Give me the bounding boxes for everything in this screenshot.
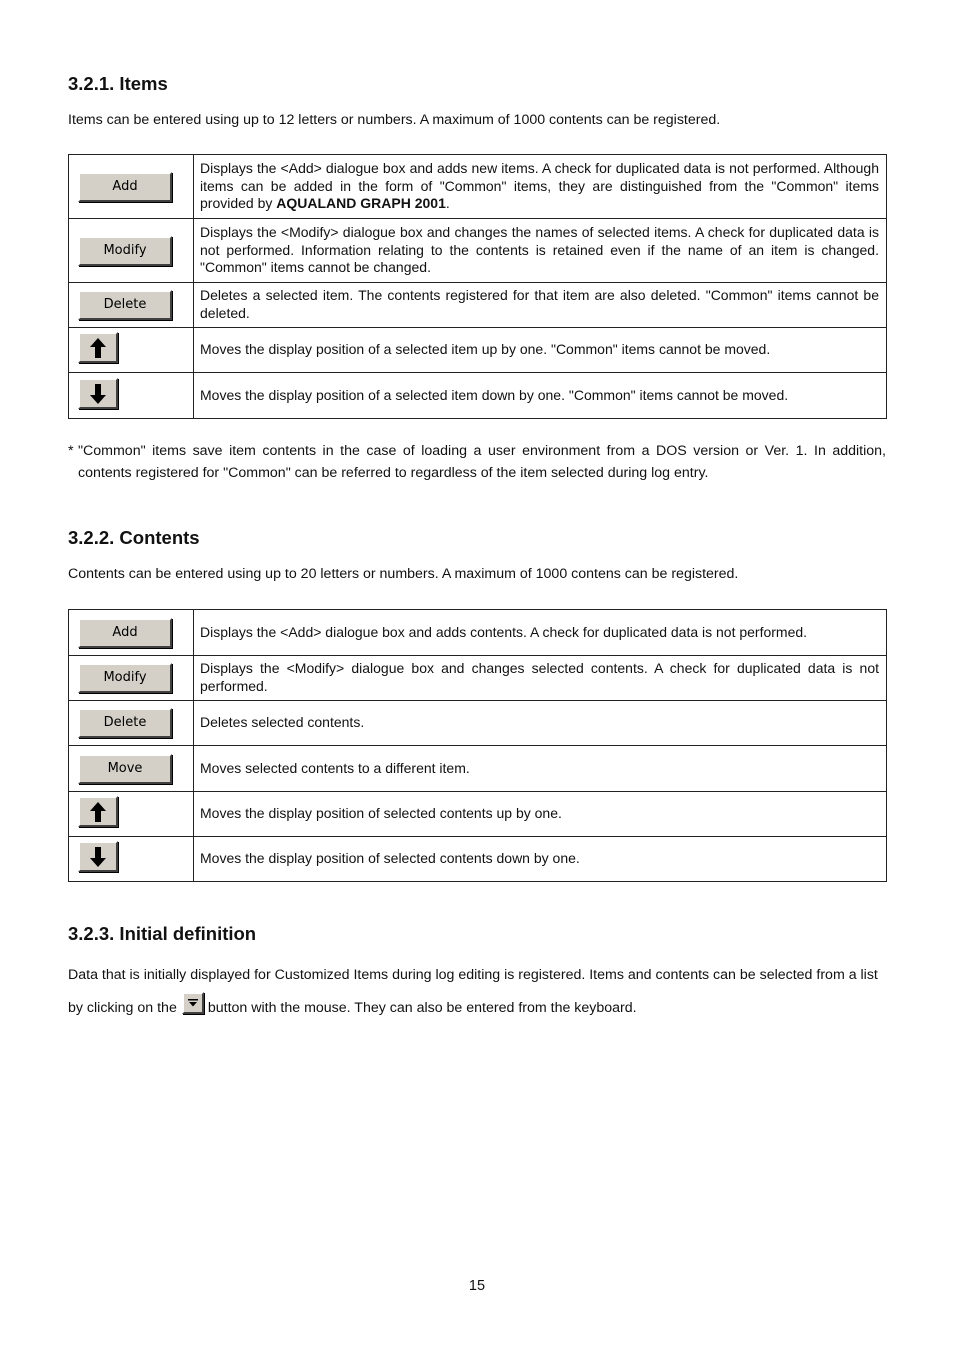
table-row [69, 746, 887, 792]
dropdown-arrow-icon [188, 999, 198, 1007]
page-number: 15 [468, 1278, 486, 1294]
contents-intro: Contents can be entered using up to 20 letters or numbers. A maximum of 1000 contens can be registered. [68, 566, 739, 582]
modify-description: Displays the <Modify> dialogue box and changes selected contents. A check for duplicated data is not performed. [194, 656, 887, 701]
up-arrow-icon [89, 337, 107, 359]
delete-description: Deletes selected contents. [194, 701, 887, 746]
dropdown-button[interactable] [182, 992, 204, 1014]
table-row [69, 837, 887, 882]
move-up-button[interactable] [78, 332, 118, 363]
delete-button[interactable]: Delete [78, 290, 172, 320]
move-button[interactable]: Move [78, 754, 172, 784]
note-asterisk: * [68, 443, 74, 459]
items-intro: Items can be entered using up to 12 letters or numbers. A maximum of 1000 contents can be registered. [68, 112, 721, 128]
delete-button[interactable]: Delete [78, 708, 172, 738]
down-arrow-icon [89, 846, 107, 868]
section-heading-initial-definition: 3.2.3. Initial definition [68, 923, 257, 944]
move-up-description: Moves the display position of a selected item up by one. "Common" items cannot be moved. [194, 328, 887, 373]
table-row [69, 328, 887, 373]
table-row [69, 283, 887, 328]
down-arrow-icon [89, 383, 107, 405]
modify-button[interactable]: Modify [78, 663, 172, 693]
add-button[interactable]: Add [78, 172, 172, 202]
move-down-button[interactable] [78, 841, 118, 872]
move-up-description: Moves the display position of selected contents up by one. [194, 792, 887, 837]
add-description: Displays the <Add> dialogue box and adds contents. A check for duplicated data is not performed. [194, 610, 887, 656]
table-row [69, 219, 887, 283]
add-button[interactable]: Add [78, 618, 172, 648]
table-row [69, 792, 887, 837]
delete-description: Deletes a selected item. The contents registered for that item are also deleted. "Common" items cannot be deleted. [194, 283, 887, 328]
modify-button[interactable]: Modify [78, 236, 172, 266]
move-up-button[interactable] [78, 796, 118, 827]
note-text: "Common" items save item contents in the case of loading a user environment from a DOS version or Ver. 1. In addition, contents registered for "Common" can be referred to regardless of the item selected during log entry. [78, 443, 886, 481]
contents-button-table [68, 609, 887, 882]
move-description: Moves selected contents to a different item. [194, 746, 887, 792]
move-down-description: Moves the display position of a selected item down by one. "Common" items cannot be moved. [194, 373, 887, 419]
modify-description: Displays the <Modify> dialogue box and changes the names of selected items. A check for duplicated data is not performed. Information relating to the contents is retained even if the name of an item is changed. "Common" items cannot be changed. [194, 219, 887, 283]
table-row [69, 155, 887, 219]
table-row [69, 701, 887, 746]
add-description: Displays the <Add> dialogue box and adds new items. A check for duplicated data is not performed. Although items can be added in the form of "Common" items, they are distinguished from the "Common" items provided by AQUALAND GRAPH 2001. [194, 155, 887, 219]
up-arrow-icon [89, 801, 107, 823]
move-down-description: Moves the display position of selected contents down by one. [194, 837, 887, 882]
items-button-table [68, 154, 887, 419]
section-heading-items: 3.2.1. Items [68, 73, 168, 94]
table-row [69, 373, 887, 419]
table-row [69, 610, 887, 656]
move-down-button[interactable] [78, 378, 118, 409]
initial-definition-text: Data that is initially displayed for Customized Items during log editing is registered. Items and contents can be selected from a list by clicking on the button with the mouse. They can also be entered from the keyboard. [68, 967, 878, 1016]
section-heading-contents: 3.2.2. Contents [68, 527, 200, 548]
table-row [69, 656, 887, 701]
common-items-note [68, 440, 886, 484]
